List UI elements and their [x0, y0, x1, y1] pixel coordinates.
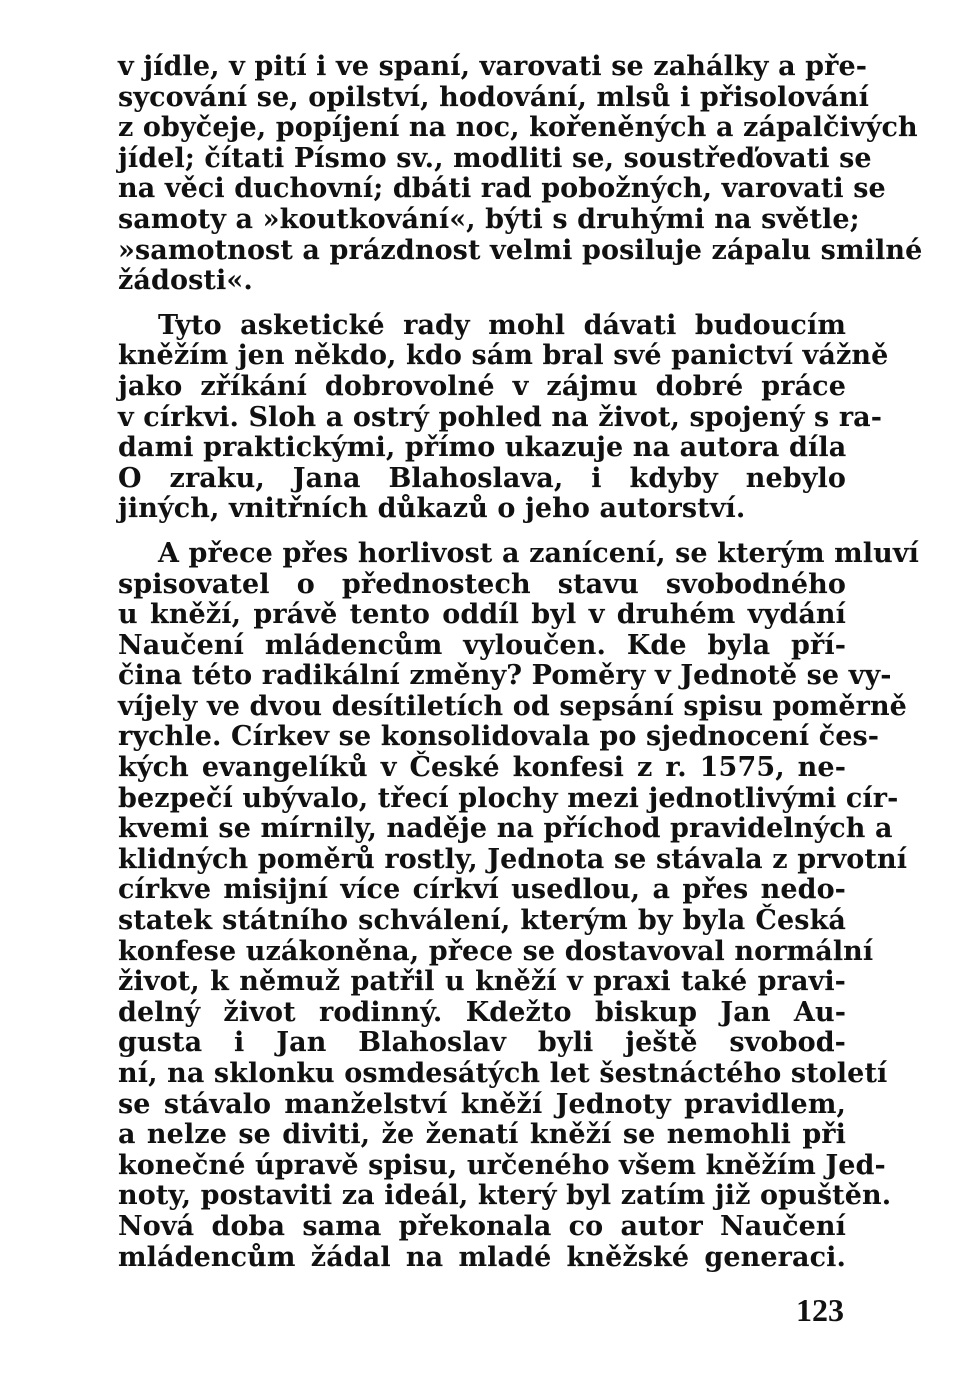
- paragraph-2: [118, 309, 889, 525]
- paragraph-gap: [118, 525, 846, 539]
- text-line: konečné úpravě spisu, určeného všem kněžím Jed-: [118, 1149, 886, 1181]
- text-line: samoty a »koutkování«, býti s druhými na světle;: [118, 203, 860, 235]
- text-line: víjely ve dvou desítiletích od sepsání spisu poměrně: [118, 690, 907, 722]
- text-line: Nová doba sama překonala co autor Naučení: [118, 1210, 846, 1242]
- text-line: a nelze se diviti, že ženatí kněží se nemohli při: [118, 1119, 846, 1151]
- paragraph-gap: [118, 297, 846, 311]
- text-line: čina této radikální změny? Poměry v Jednotě se vy-: [118, 660, 892, 692]
- text-line: kněžím jen někdo, kdo sám bral své panictví vážně: [118, 340, 889, 372]
- text-line: sycování se, opilství, hodování, mlsů i přisolování: [118, 81, 869, 113]
- text-line: život, k němuž patřil u kněží v praxi také pravi-: [118, 966, 846, 998]
- text-line: mládencům žádal na mladé kněžské generaci.: [118, 1241, 846, 1273]
- text-line: kvemi se mírnily, naděje na příchod pravidelných a: [118, 813, 893, 845]
- text-line: církve misijní více církví usedlou, a přes nedo-: [118, 874, 846, 906]
- text-line: z obyčeje, popíjení na noc, kořeněných a zápalčivých: [118, 112, 918, 144]
- text-line: Tyto asketické rady mohl dávati budoucím: [158, 309, 846, 341]
- text-line: se stávalo manželství kněží Jednoty pravidlem,: [118, 1088, 846, 1120]
- text-line: delný život rodinný. Kdežto biskup Jan Au-: [118, 996, 846, 1028]
- text-line: rychle. Církev se konsolidovala po sjednocení čes-: [118, 721, 880, 753]
- text-line: bezpečí ubývalo, třecí plochy mezi jednotlivými cír-: [118, 782, 899, 814]
- text-line: jako zříkání dobrovolné v zájmu dobré práce: [118, 370, 846, 402]
- text-line: gusta i Jan Blahoslav byli ještě svobod-: [118, 1027, 846, 1059]
- body-text: [118, 51, 923, 1273]
- text-line: »samotnost a prázdnost velmi posiluje zápalu smilné: [118, 234, 923, 266]
- text-line: dami praktickými, přímo ukazuje na autora díla: [118, 432, 847, 464]
- text-line: žádosti«.: [118, 265, 253, 297]
- text-line: klidných poměrů rostly, Jednota se stávala z prvotní: [118, 843, 908, 875]
- text-line: konfese uzákoněna, přece se dostavoval normální: [118, 935, 874, 967]
- text-line: jiných, vnitřních důkazů o jeho autorství.: [118, 493, 746, 525]
- text-line: O zraku, Jana Blahoslava, i kdyby nebylo: [118, 462, 846, 494]
- text-line: v jídle, v pití i ve spaní, varovati se zahálky a pře-: [118, 51, 868, 82]
- text-line: v církvi. Sloh a ostrý pohled na život, spojený s ra-: [118, 401, 883, 433]
- text-line: spisovatel o přednostech stavu svobodného: [118, 568, 846, 600]
- text-line: statek státního schválení, kterým by byla Česká: [118, 905, 846, 937]
- page-number: 123: [796, 1292, 844, 1328]
- text-line: ní, na sklonku osmdesátých let šestnáctého století: [118, 1058, 888, 1089]
- text-line: A přece přes horlivost a zanícení, se kterým mluví: [158, 537, 920, 569]
- text-line: noty, postaviti za ideál, který byl zatím již opuštěn.: [118, 1180, 892, 1212]
- text-line: na věci duchovní; dbáti rad pobožných, varovati se: [118, 173, 886, 205]
- text-line: Naučení mládencům vyloučen. Kde byla pří-: [118, 629, 846, 661]
- paragraph-1: [118, 51, 923, 297]
- paragraph-3: [118, 537, 920, 1273]
- text-line: kých evangelíků v České konfesi z r. 1575, ne-: [118, 752, 846, 784]
- text-line: jídel; čítati Písmo sv., modliti se, soustřeďovati se: [118, 142, 872, 174]
- text-line: u kněží, právě tento oddíl byl v druhém vydání: [118, 599, 846, 631]
